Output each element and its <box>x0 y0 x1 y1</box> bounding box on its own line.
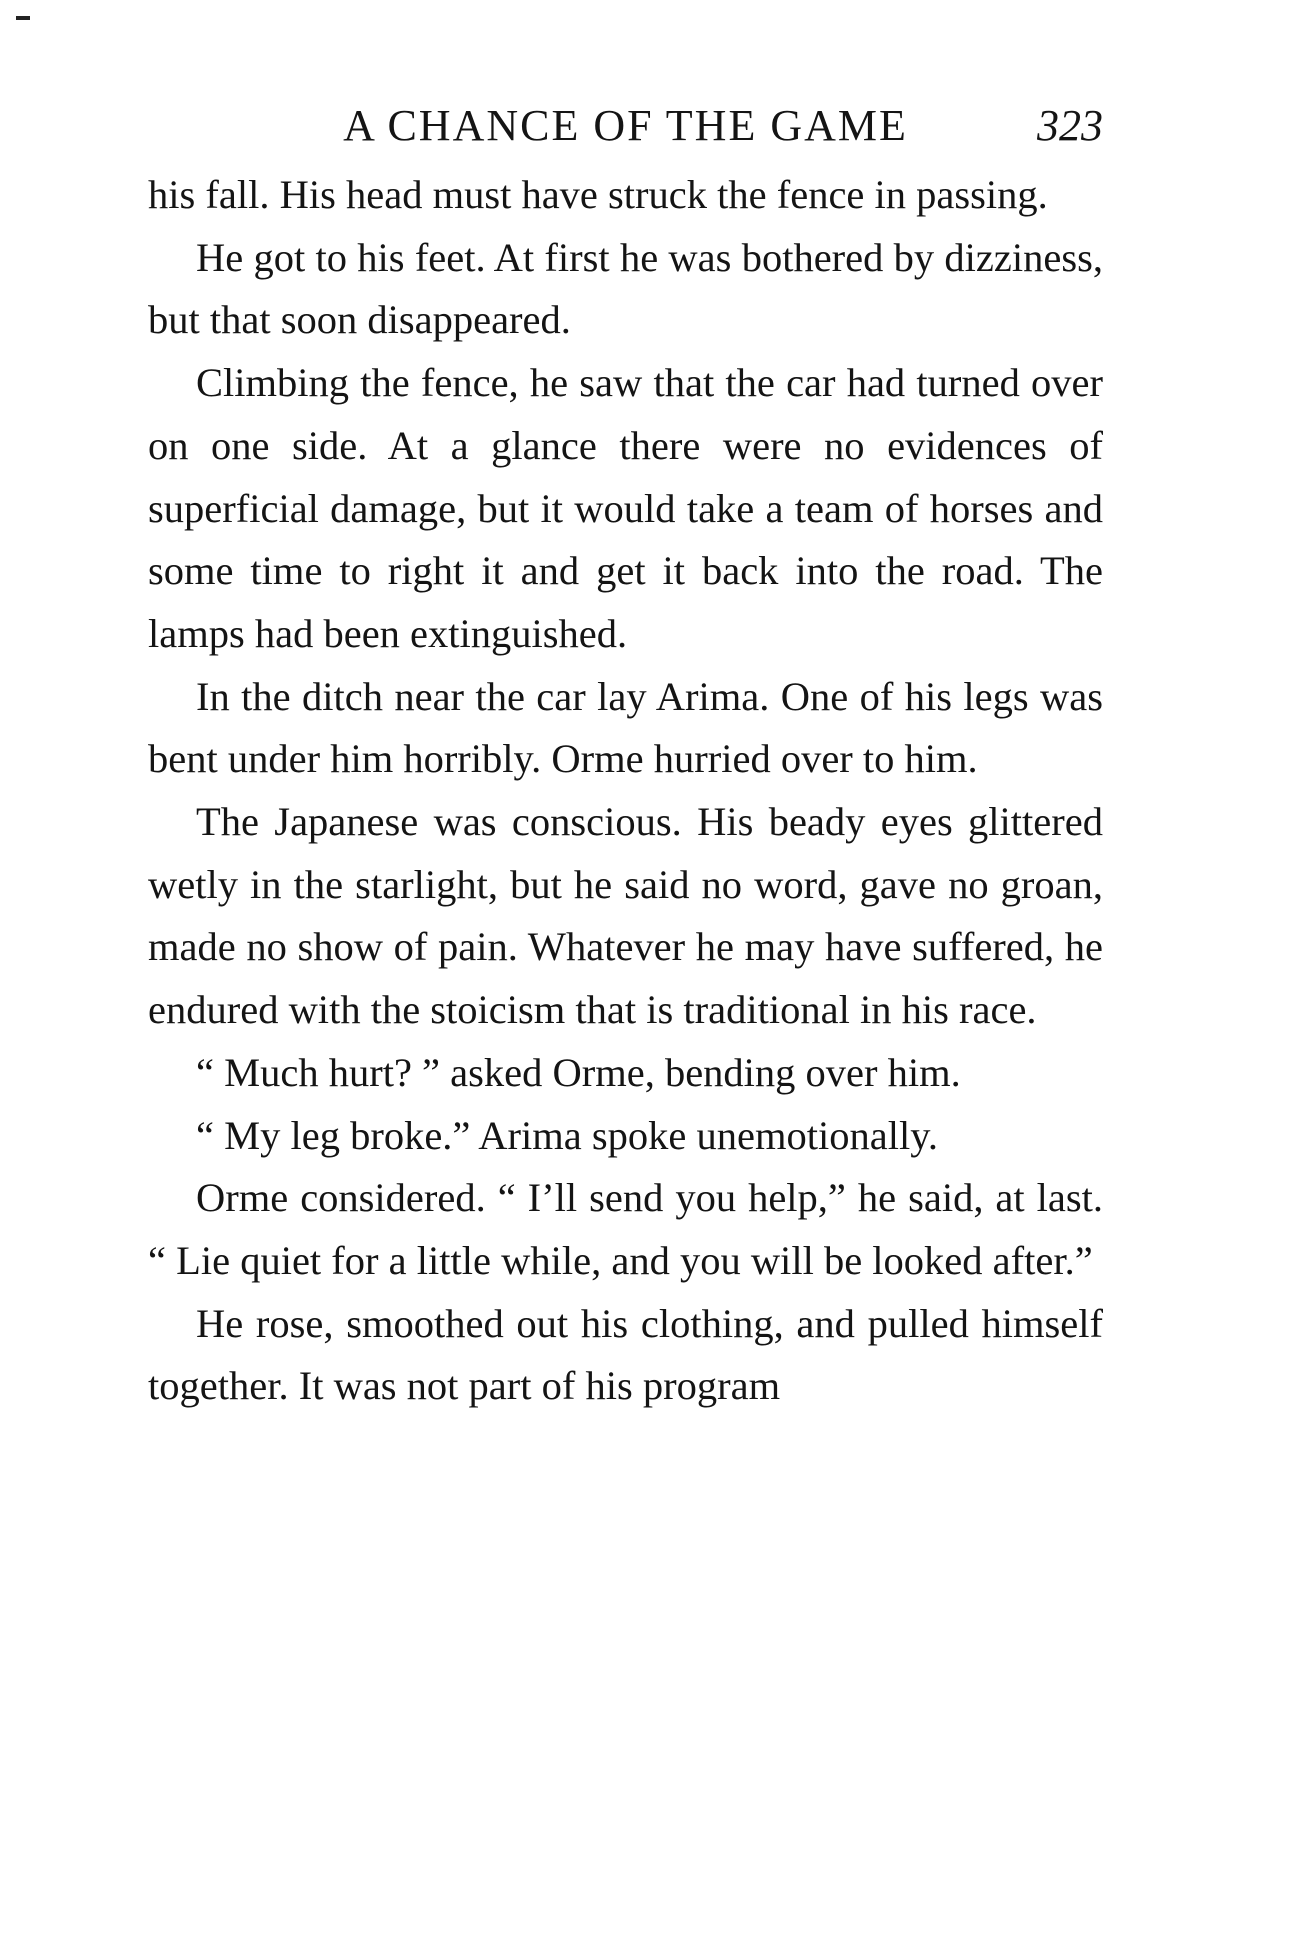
page-header <box>148 96 1103 156</box>
paragraph: The Japanese was conscious. His beady eyes glittered wetly in the starlight, but he said no word, gave no groan, made no show of pain. Whatever he may have suffered, he endured with the stoicism that is traditional in his race. <box>148 799 1103 1033</box>
paragraph: Climbing the fence, he saw that the car had turned over on one side. At a glance there were no evidences of superficial damage, but it would take a team of horses and some time to right it and get it back into the road. The lamps had been extinguished. <box>148 360 1103 656</box>
paragraph: “ My leg broke.” Arima spoke unemotionally. <box>196 1112 938 1158</box>
paragraph: his fall. His head must have struck the fence in passing. <box>148 172 1048 217</box>
paragraph: He rose, smoothed out his clothing, and pulled himself together. It was not part of his program <box>148 1300 1103 1409</box>
running-head: A CHANCE OF THE GAME <box>343 101 908 150</box>
paragraph: He got to his feet. At first he was bothered by dizziness, but that soon disappeared. <box>148 234 1103 343</box>
scan-speck <box>16 16 30 20</box>
page-number: 323 <box>1037 101 1103 150</box>
paragraph: Orme considered. “ I’ll send you help,” he said, at last. “ Lie quiet for a little while, and you will be looked after.” <box>148 1175 1103 1283</box>
paragraph: “ Much hurt? ” asked Orme, bending over him. <box>196 1049 961 1095</box>
body-text <box>148 164 1103 1418</box>
paragraph: In the ditch near the car lay Arima. One of his legs was bent under him horribly. Orme hurried over to him. <box>148 673 1103 782</box>
